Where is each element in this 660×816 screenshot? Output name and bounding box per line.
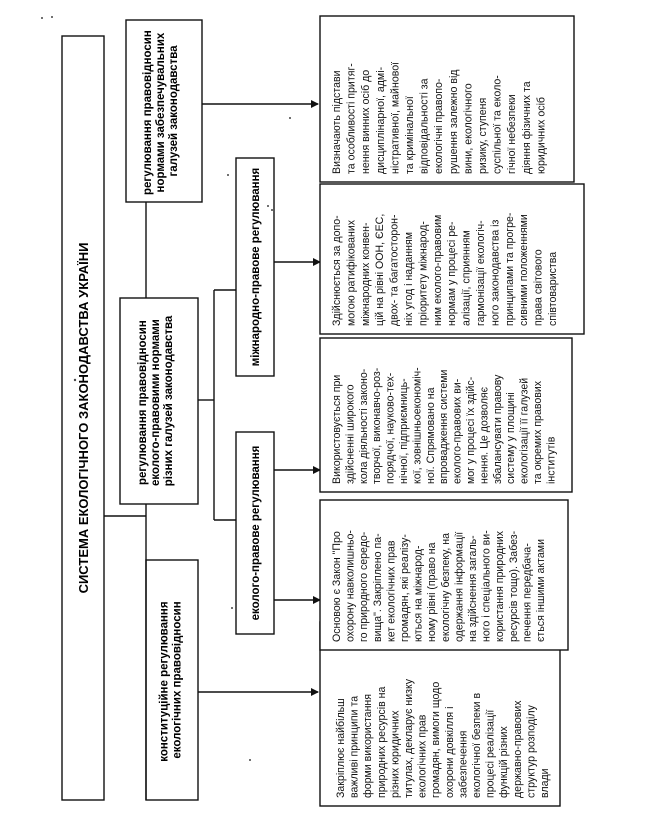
- scan-speck: [41, 17, 43, 19]
- branch-line: еколого-правовими нормами: [150, 319, 162, 487]
- scan-speck: [227, 174, 229, 176]
- description-line: кої, зовнішньоекономіч-: [411, 367, 424, 484]
- description-line: екологічної безпеки в: [471, 692, 483, 798]
- description-line: нічної, підприємниць-: [398, 378, 410, 484]
- description-line: ного і спеціального ви-: [480, 530, 493, 642]
- description-line: природних ресурсів на: [375, 686, 388, 798]
- description-line: могою ратифікованих: [345, 219, 358, 326]
- branch-other-norms: [126, 20, 202, 202]
- description-line: важливі принципи та: [348, 695, 361, 798]
- description-line: державно-правових: [511, 700, 524, 798]
- description-line: ному рівні (право на: [426, 542, 439, 642]
- subtype-eco-legal: [236, 432, 274, 634]
- description-line: ються на міжнарод-: [412, 545, 425, 642]
- description-line: екологічних прав: [416, 714, 429, 798]
- branch-line: екологічних правовідносин: [171, 601, 184, 759]
- description-line: різних юридичних: [389, 710, 402, 798]
- branch-other-norms-text: [142, 27, 180, 195]
- subtype-eco-legal-text: еколого-правове регулювання: [250, 445, 262, 621]
- scan-speck: [51, 16, 53, 18]
- description-line: цій на рівні ООН, ЄЕС,: [374, 213, 387, 326]
- scan-speck: [271, 209, 273, 211]
- description-line: ної. Спрямовано на: [424, 387, 437, 484]
- description-line: охорони довкілля і: [443, 706, 456, 798]
- diagram-title: СИСТЕМА ЕКОЛОГІЧНОГО ЗАКОНОДАВСТВА УКРАЇНИ: [76, 242, 91, 594]
- branch-line: регулювання правовідносин: [136, 320, 149, 485]
- description-line: нення винних осіб до: [360, 69, 373, 174]
- description-line: ресурсів тощо). Забез-: [507, 530, 520, 642]
- description-line: ється іншими актами: [535, 539, 547, 642]
- subtype-international: [236, 158, 274, 376]
- description-line: Основою є Закон "Про: [331, 531, 343, 642]
- branch-eco-norms: [120, 298, 198, 504]
- description-line: кет екологічних прав: [385, 540, 398, 642]
- description-line: суспільної та еколо-: [491, 75, 504, 174]
- description-line: гармонізації екологіч-: [475, 220, 487, 326]
- description-eco-legal-2: [320, 338, 572, 492]
- description-line: сивними положеннями: [518, 214, 531, 326]
- description-line: ним еколого-правовим: [431, 214, 444, 326]
- description-line: титулах, декларує низку: [403, 678, 415, 798]
- branch-line: регулювання правовідносин: [141, 30, 154, 195]
- description-line: Закріплює найбільш: [335, 698, 347, 798]
- description-line: права світового: [532, 249, 545, 326]
- description-eco-legal: [320, 500, 568, 650]
- description-line: на здійснення загаль-: [467, 535, 479, 642]
- description-line: структур розподілу: [525, 705, 538, 798]
- description-line: влади: [539, 768, 551, 798]
- description-line: Використовується при: [331, 374, 343, 484]
- description-line: нення. Це дозволяє: [478, 386, 491, 484]
- description-line: ризику, ступеня: [477, 97, 489, 174]
- description-line: інститутів: [545, 436, 558, 484]
- description-line: та кримінальної: [404, 96, 416, 174]
- description-line: ністративної, майнової: [389, 61, 402, 174]
- description-line: функцій різних: [498, 726, 511, 798]
- description-line: Здійснюється за допо-: [331, 215, 343, 326]
- description-line: впровадження системи: [438, 369, 451, 484]
- description-line: пріоритету міжнарод-: [417, 221, 430, 326]
- description-line: здійсненні широкого: [344, 384, 357, 484]
- branch-eco-norms-text: [137, 315, 175, 486]
- description-line: Визначають підстави: [331, 70, 343, 174]
- description-line: принципами та прогре-: [503, 212, 516, 326]
- description-line: охорону навколишньо-: [344, 530, 357, 642]
- description-line: гічної небезпеки: [506, 94, 519, 174]
- description-line: ніх угод і наданням: [403, 232, 415, 326]
- branch-line: галузей законодавства: [168, 45, 181, 177]
- description-line: діяння фізичних та: [520, 81, 533, 174]
- description-line: рушення залежно від: [447, 69, 460, 174]
- description-line: громадян, вимоги щодо: [430, 681, 443, 798]
- description-line: екологічні правопо-: [433, 78, 446, 174]
- description-line: вища". Закріплено па-: [371, 533, 384, 642]
- description-line: порядчої, науково-тех-: [384, 372, 397, 484]
- branch-line: різних галузей законодавства: [163, 315, 176, 487]
- description-line: кола діяльності законо-: [357, 368, 370, 484]
- description-line: вини, екологічного: [462, 83, 475, 174]
- description-line: двох- та багатосторон-: [388, 214, 401, 326]
- description-line: го природного середо-: [358, 531, 371, 642]
- scan-speck: [289, 117, 291, 119]
- description-text: [331, 530, 547, 642]
- description-line: одержання інформації: [453, 531, 466, 642]
- description-line: та окремих правових: [532, 380, 544, 484]
- description-line: екологічну безпеку, на: [439, 532, 452, 642]
- branch-line: конституційне регулювання: [158, 601, 171, 762]
- branch-constitutional: [146, 560, 198, 800]
- description-line: екологізації її галузей: [518, 377, 531, 484]
- scan-speck: [231, 607, 233, 609]
- branch-line: нормами забезпечувальних: [155, 32, 167, 193]
- description-line: процесі реалізації: [484, 709, 497, 798]
- description-line: міжнародних конвен-: [359, 222, 372, 326]
- description-line: форми використання: [362, 693, 375, 798]
- description-line: еколого-правових ви-: [451, 378, 464, 484]
- description-other-norms: [320, 16, 574, 182]
- description-line: збалансувати правову: [491, 374, 504, 484]
- description-line: творчої, виконавчо-роз-: [371, 367, 384, 484]
- description-line: систему у площині: [505, 392, 518, 484]
- description-line: користання природних: [494, 530, 507, 642]
- title-box: [62, 36, 104, 800]
- branch-constitutional-text: [158, 598, 183, 762]
- description-line: дисциплінарної, адмі-: [374, 66, 387, 174]
- description-line: забезпечення: [457, 730, 470, 798]
- description-text: [331, 367, 557, 484]
- description-line: мог у процесі їх здійс-: [465, 376, 477, 484]
- description-line: юридичних осіб: [535, 97, 548, 174]
- description-line: відповідальності за: [418, 78, 431, 174]
- description-line: співтовариства: [547, 251, 559, 326]
- description-line: нормам у процесі ре-: [446, 221, 459, 326]
- description-line: та особливості притяг-: [345, 63, 358, 174]
- scan-speck: [249, 759, 251, 761]
- description-line: печення передбача-: [521, 543, 534, 642]
- scan-speck: [74, 379, 76, 381]
- description-line: алізації, сприянням: [460, 230, 473, 326]
- scan-speck: [267, 205, 269, 207]
- description-international: [320, 184, 584, 334]
- description-line: громадян, які реалізу-: [399, 534, 411, 642]
- subtype-international-text: міжнародно-правове регулювання: [250, 167, 262, 367]
- description-line: ного законодавства із: [489, 219, 502, 326]
